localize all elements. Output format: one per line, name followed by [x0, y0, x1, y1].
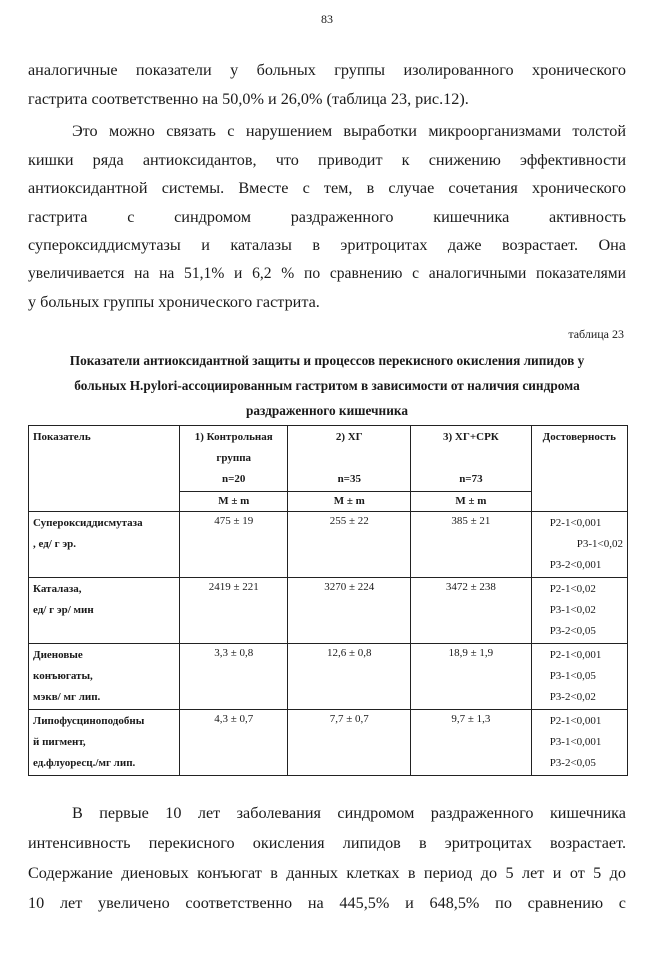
value-cell: 12,6 ± 0,8 — [288, 644, 411, 710]
table-row — [29, 644, 628, 710]
value-cell: 18,9 ± 1,9 — [411, 644, 532, 710]
table-title — [20, 348, 634, 423]
table-row — [29, 578, 628, 644]
p-value: P3-2<0,05 — [549, 757, 596, 769]
reliability-cell — [531, 578, 627, 644]
header-reliability: Достоверность — [531, 426, 627, 512]
header-text — [415, 448, 527, 469]
paragraph-line: кишки ряда антиоксидантов, что приводит к снижению эффективности — [28, 150, 626, 169]
paragraph-line: гастрита соответственно на 50,0% и 26,0% (таблица 23, рис.12). — [28, 89, 469, 108]
reliability-cell — [531, 512, 627, 578]
table-title-line: Показатели антиоксидантной защиты и процессов перекисного окисления липидов у — [69, 353, 585, 368]
header-indicator: Показатель — [29, 426, 180, 512]
value-cell: 7,7 ± 0,7 — [288, 710, 411, 776]
value-cell: 3,3 ± 0,8 — [180, 644, 288, 710]
value-cell: 255 ± 22 — [288, 512, 411, 578]
reliability-cell — [531, 710, 627, 776]
header-mm: M ± m — [411, 492, 532, 512]
indicator-text: , ед/ г эр. — [33, 538, 76, 550]
paragraph-line: Содержание диеновых конъюгат в данных клетках в период до 5 лет и от 5 до — [28, 864, 626, 882]
header-mm: M ± m — [180, 492, 288, 512]
p-value: P3-1<0,05 — [549, 670, 596, 682]
header-text: n=35 — [337, 473, 361, 485]
indicator-text: ед.флуоресц./мг лип. — [33, 757, 136, 769]
header-text: n=73 — [459, 473, 483, 485]
p-value: P2-1<0,001 — [549, 715, 602, 727]
data-table — [28, 425, 628, 776]
header-group-1 — [180, 426, 288, 492]
indicator-cell — [29, 578, 180, 644]
header-text: группа — [216, 452, 252, 464]
paragraph-line: В первые 10 лет заболевания синдромом раздраженного кишечника — [72, 804, 626, 822]
value-cell: 3472 ± 238 — [411, 578, 532, 644]
p-value: P3-2<0,05 — [549, 625, 596, 637]
indicator-cell — [29, 512, 180, 578]
value-cell: 385 ± 21 — [411, 512, 532, 578]
paragraph-line: интенсивность перекисного окисления липидов в эритроцитах возрастает. — [28, 834, 626, 852]
value-cell: 4,3 ± 0,7 — [180, 710, 288, 776]
p-value: P3-1<0,02 — [549, 604, 596, 616]
table-header-row — [29, 426, 628, 492]
indicator-text: ед/ г эр/ мин — [33, 604, 94, 616]
p-value: P3-1<0,001 — [549, 736, 602, 748]
indicator-text: Липофусциноподобны — [33, 715, 145, 727]
paragraph-line: Это можно связать с нарушением выработки микроорганизмами толстой — [72, 122, 626, 140]
indicator-text: мэкв/ мг лип. — [33, 691, 101, 703]
indicator-text: й пигмент, — [33, 736, 86, 748]
indicator-text: конъюгаты, — [33, 670, 93, 682]
indicator-text: Диеновые — [33, 649, 83, 661]
p-value: P2-1<0,02 — [549, 583, 596, 595]
table-title-line: раздраженного кишечника — [246, 403, 408, 418]
paragraph-line: 10 лет увеличено соответственно на 445,5% и 648,5% по сравнению с — [28, 894, 626, 912]
header-group-3 — [411, 426, 532, 492]
indicator-cell — [29, 644, 180, 710]
header-text — [292, 448, 406, 469]
header-group-2 — [288, 426, 411, 492]
table-row — [29, 710, 628, 776]
header-text: 1) Контрольная — [194, 431, 273, 443]
p-value: P3-1<0,02 — [576, 538, 623, 550]
paragraph-line: увеличивается на на 51,1% и 6,2 % по сравнению с аналогичными показателями — [28, 264, 626, 282]
header-mm: M ± m — [288, 492, 411, 512]
paragraph-line: аналогичные показатели у больных группы изолированного хронического — [28, 61, 626, 79]
header-text: 2) ХГ — [335, 431, 363, 443]
header-text: n=20 — [222, 473, 246, 485]
value-cell: 9,7 ± 1,3 — [411, 710, 532, 776]
table-label: таблица 23 — [568, 327, 624, 341]
paragraph-1 — [28, 56, 626, 113]
indicator-cell — [29, 710, 180, 776]
reliability-cell — [531, 644, 627, 710]
p-value: P2-1<0,001 — [549, 517, 602, 529]
paragraph-2 — [28, 117, 626, 317]
table-title-line: больных H.pylori-ассоциированным гастритом в зависимости от наличия синдрома — [74, 378, 580, 393]
indicator-text: Каталаза, — [33, 583, 82, 595]
value-cell: 3270 ± 224 — [288, 578, 411, 644]
value-cell: 475 ± 19 — [180, 512, 288, 578]
value-cell: 2419 ± 221 — [180, 578, 288, 644]
table-row — [29, 512, 628, 578]
page-number: 83 — [321, 12, 333, 26]
indicator-text: Супероксиддисмутаза — [33, 517, 143, 529]
p-value: P2-1<0,001 — [549, 649, 602, 661]
paragraph-line: у больных группы хронического гастрита. — [28, 293, 320, 311]
paragraph-line: супероксиддисмутазы и каталазы в эритроцитах даже возрастает. Она — [28, 236, 626, 254]
paragraph-line: антиоксидантной системы. Вместе с тем, в случае сочетания хронического — [28, 179, 626, 197]
p-value: P3-2<0,001 — [549, 559, 602, 571]
paragraph-3 — [28, 798, 626, 918]
header-text: 3) ХГ+СРК — [443, 431, 499, 443]
p-value: P3-2<0,02 — [549, 691, 596, 703]
paragraph-line: гастрита с синдромом раздраженного кишечника активность — [28, 207, 626, 226]
